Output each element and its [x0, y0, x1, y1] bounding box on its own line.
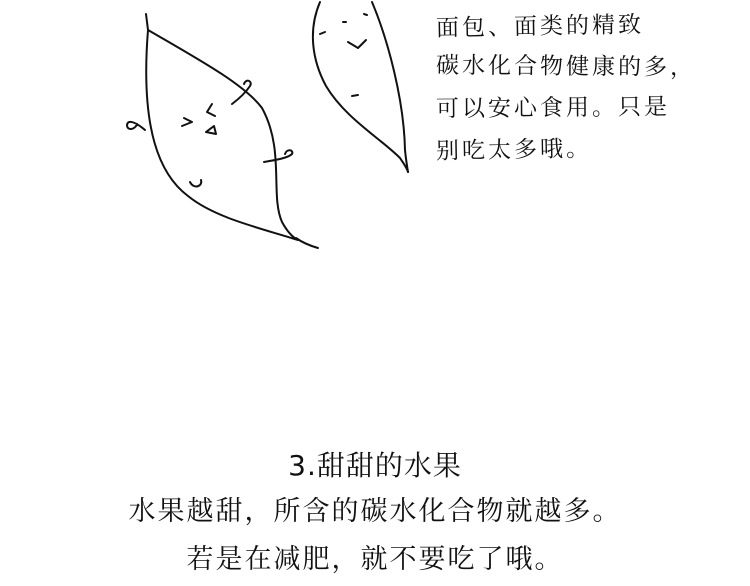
body-line: 若是在减肥，就不要吃了哦。: [186, 544, 564, 575]
note-line: 别吃太多哦。: [435, 135, 593, 165]
handwritten-note: [436, 6, 736, 170]
noodle-leaf-doodle-icon: [313, 2, 408, 172]
body-line: 水果越甜，所含的碳水化合物就越多。: [128, 496, 622, 527]
note-line: 碳水化合物健康的多，: [435, 52, 697, 81]
section-body: [0, 488, 750, 584]
bread-leaf-doodle-icon: [127, 14, 318, 248]
note-line: 可以安心食用。只是: [435, 94, 671, 123]
note-line: 面包、面类的精致: [435, 11, 645, 42]
section-title: 3.甜甜的水果: [288, 449, 462, 482]
